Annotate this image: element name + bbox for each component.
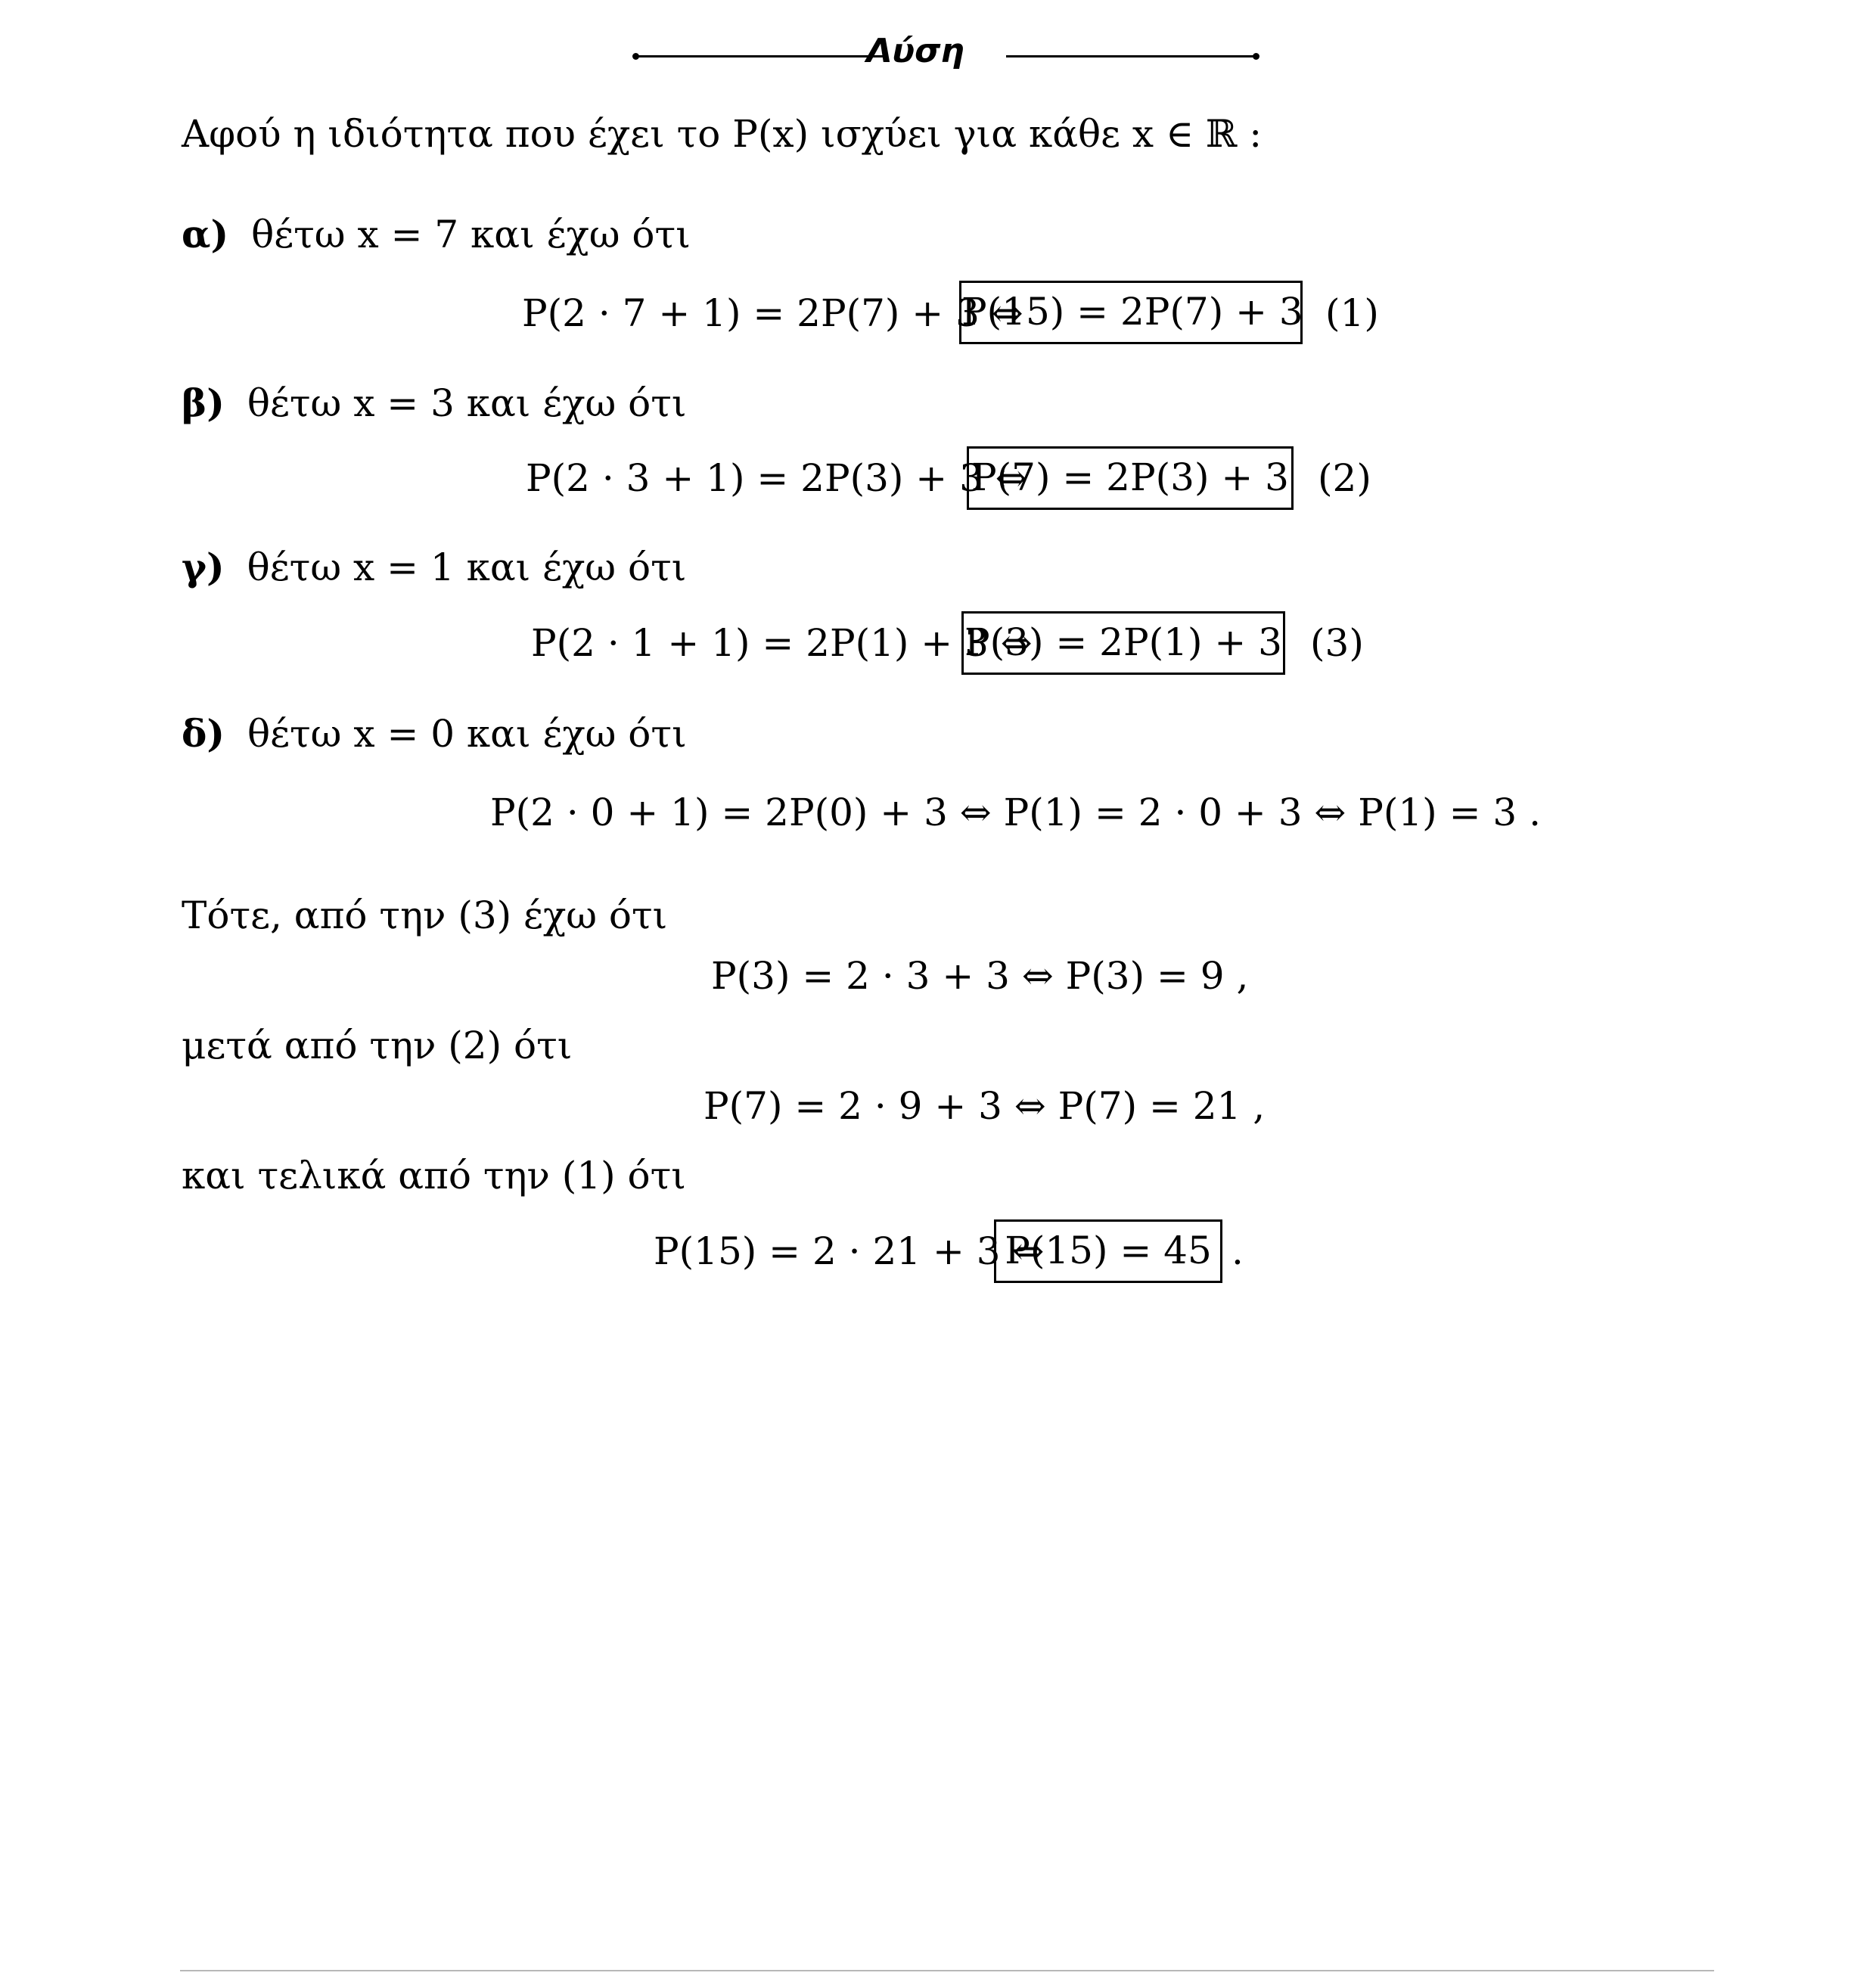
case-beta-line bbox=[182, 381, 687, 426]
case-alpha-boxed-result: P(15) = 2P(7) + 3 bbox=[959, 281, 1303, 344]
final-boxed-result: P(15) = 45 bbox=[994, 1219, 1222, 1283]
case-delta-equation: P(2 · 0 + 1) = 2P(0) + 3 ⇔ P(1) = 2 · 0 + 3 ⇔ P(1) = 3 . bbox=[490, 791, 1541, 834]
case-text: θέτω x = 1 και έχω ότι bbox=[247, 545, 687, 589]
page-title: Λύση bbox=[866, 32, 964, 70]
case-gamma-boxed-result: P(3) = 2P(1) + 3 bbox=[961, 611, 1285, 675]
case-alpha-equation: P(2 · 7 + 1) = 2P(7) + 3 ⇔ bbox=[522, 291, 1023, 335]
conclusion-step3-text: και τελικά από την (1) ότι bbox=[182, 1154, 686, 1198]
case-gamma-line bbox=[182, 545, 686, 590]
case-delta-line bbox=[182, 711, 687, 756]
conclusion-step2-text: μετά από την (2) ότι bbox=[182, 1024, 573, 1067]
case-text: θέτω x = 0 και έχω ότι bbox=[247, 712, 687, 756]
conclusion-step3-equation: P(15) = 2 · 21 + 3 ⇔ bbox=[654, 1229, 1045, 1273]
case-label: α) bbox=[182, 212, 229, 256]
conclusion-step1-equation: P(3) = 2 · 3 + 3 ⇔ P(3) = 9 , bbox=[711, 954, 1249, 998]
conclusion-step2-equation: P(7) = 2 · 9 + 3 ⇔ P(7) = 21 , bbox=[704, 1084, 1266, 1128]
equation-tag-1: (1) bbox=[1325, 291, 1379, 335]
case-alpha-line bbox=[182, 212, 691, 257]
footer-rule bbox=[180, 1970, 1714, 1971]
case-gamma-equation: P(2 · 1 + 1) = 2P(1) + 3 ⇔ bbox=[531, 621, 1033, 665]
equation-tag-2: (2) bbox=[1318, 456, 1371, 500]
equation-tag-3: (3) bbox=[1310, 621, 1364, 665]
case-text: θέτω x = 7 και έχω ότι bbox=[251, 213, 691, 256]
intro-text: Αφού η ιδιότητα που έχει το P(x) ισχύει για κάθε x ∈ ℝ : bbox=[182, 112, 1263, 156]
case-label: γ) bbox=[182, 545, 225, 589]
case-beta-equation: P(2 · 3 + 1) = 2P(3) + 3 ⇔ bbox=[526, 456, 1027, 500]
case-text: θέτω x = 3 και έχω ότι bbox=[247, 381, 687, 425]
case-beta-boxed-result: P(7) = 2P(3) + 3 bbox=[967, 446, 1294, 510]
header-rule-right-dot bbox=[1253, 53, 1259, 60]
header-rule-left-dot bbox=[632, 53, 639, 60]
case-label: δ) bbox=[182, 711, 225, 756]
conclusion-step1-text: Τότε, από την (3) έχω ότι bbox=[182, 893, 668, 937]
header-rule-right bbox=[1006, 55, 1256, 57]
final-period: . bbox=[1232, 1229, 1244, 1273]
case-label: β) bbox=[182, 381, 225, 425]
